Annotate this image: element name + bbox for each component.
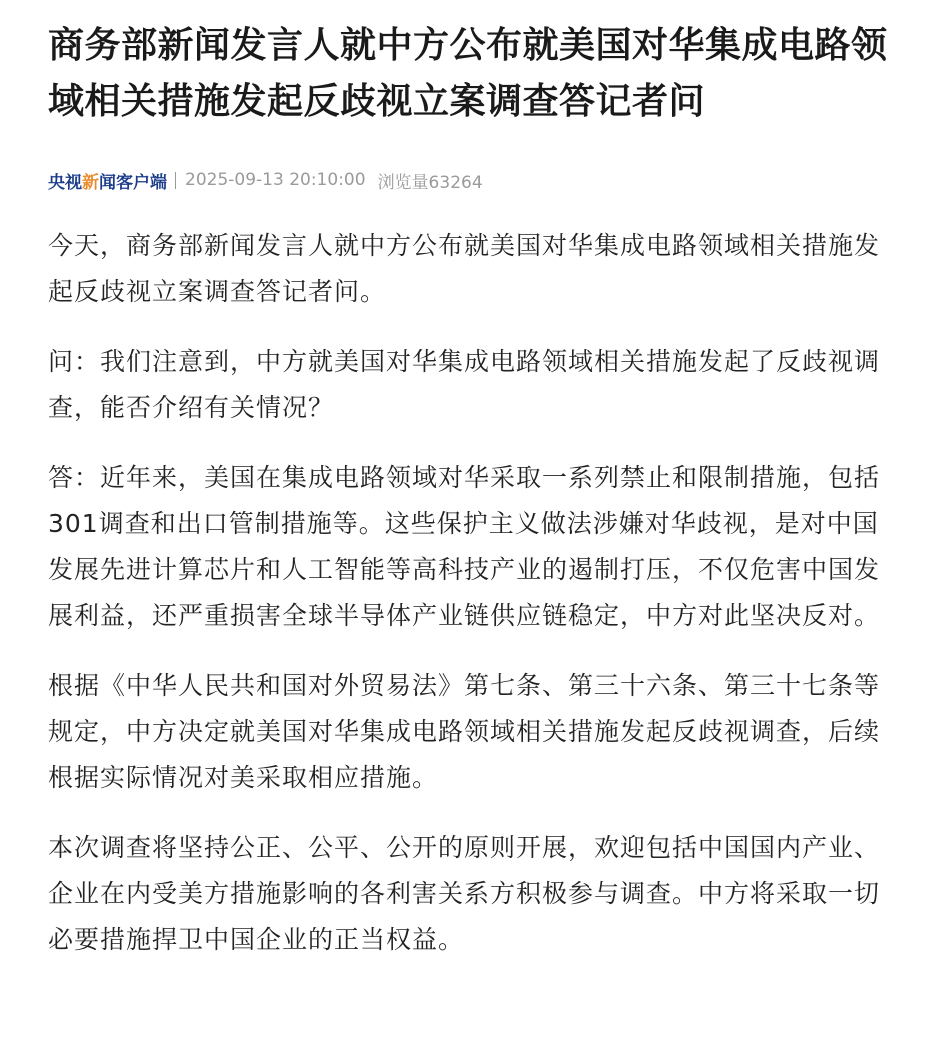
source-accent: 新 (82, 172, 99, 193)
article-body (48, 223, 900, 963)
source-suffix: 闻客户端 (99, 172, 167, 193)
article-meta (48, 168, 900, 192)
paragraph: 本次调查将坚持公正、公平、公开的原则开展，欢迎包括中国国内产业、企业在内受美方措施影响的各利害关系方积极参与调查。中方将采取一切必要措施捍卫中国企业的正当权益。 (48, 833, 881, 954)
paragraph: 根据《中华人民共和国对外贸易法》第七条、第三十六条、第三十七条等规定，中方决定就美国对华集成电路领域相关措施发起反歧视调查，后续根据实际情况对美采取相应措施。 (48, 671, 881, 792)
publish-datetime: 2025-09-13 20:10:00 (185, 170, 366, 190)
article-title: 商务部新闻发言人就中方公布就美国对华集成电路领域相关措施发起反歧视立案调查答记者问 (48, 25, 888, 122)
source-prefix: 央视 (48, 172, 82, 193)
paragraph: 答：近年来，美国在集成电路领域对华采取一系列禁止和限制措施，包括301调查和出口管制措施等。这些保护主义做法涉嫌对华歧视，是对中国发展先进计算芯片和人工智能等高科技产业的遏制打压，不仅危害中国发展利益，还严重损害全球半导体产业链供应链稳定，中方对此坚决反对。 (48, 463, 881, 630)
source-link[interactable] (48, 168, 167, 193)
paragraph: 问：我们注意到，中方就美国对华集成电路领域相关措施发起了反歧视调查，能否介绍有关情况？ (48, 347, 881, 422)
paragraph: 今天，商务部新闻发言人就中方公布就美国对华集成电路领域相关措施发起反歧视立案调查答记者问。 (48, 231, 881, 306)
meta-divider (175, 172, 176, 189)
view-count: 浏览量63264 (377, 172, 483, 193)
